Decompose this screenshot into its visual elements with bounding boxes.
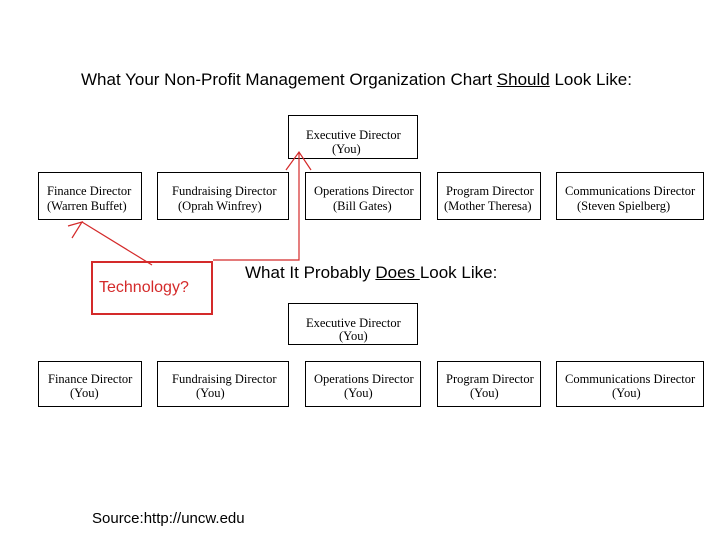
arrow-to-finance-head <box>68 222 82 238</box>
heading-should-prefix: What Your Non-Profit Management Organization Chart <box>81 70 497 89</box>
does-finance-title: Finance Director <box>48 372 133 386</box>
heading-does-suffix: Look Like: <box>419 263 498 282</box>
does-executive-box <box>288 303 418 345</box>
should-communications-person: (Steven Spielberg) <box>577 199 671 213</box>
heading-does-emphasis: Does <box>375 263 420 282</box>
does-finance-person: (You) <box>70 386 99 400</box>
should-finance-title: Finance Director <box>47 184 132 198</box>
should-program-title: Program Director <box>446 184 534 198</box>
should-executive-title: Executive Director <box>306 128 401 142</box>
does-communications-person: (You) <box>612 386 641 400</box>
should-fundraising-title: Fundraising Director <box>172 184 277 198</box>
does-program-person: (You) <box>470 386 499 400</box>
heading-does-prefix: What It Probably <box>245 263 376 282</box>
heading-does <box>245 263 497 283</box>
does-executive-person: (You) <box>339 329 368 343</box>
should-program-person: (Mother Theresa) <box>444 199 532 213</box>
should-executive-person: (You) <box>332 142 361 156</box>
heading-should-suffix: Look Like: <box>549 70 632 89</box>
does-fundraising-person: (You) <box>196 386 225 400</box>
technology-note: Technology? <box>91 261 213 315</box>
does-fundraising-title: Fundraising Director <box>172 372 277 386</box>
does-operations-box <box>305 361 421 407</box>
does-fundraising-box <box>157 361 289 407</box>
arrow-to-executive <box>213 152 299 260</box>
does-operations-person: (You) <box>344 386 373 400</box>
does-executive-title: Executive Director <box>306 316 401 330</box>
does-program-title: Program Director <box>446 372 534 386</box>
does-operations-title: Operations Director <box>314 372 414 386</box>
should-fundraising-person: (Oprah Winfrey) <box>178 199 262 213</box>
should-operations-title: Operations Director <box>314 184 414 198</box>
does-communications-box <box>556 361 704 407</box>
does-communications-title: Communications Director <box>565 372 696 386</box>
source-citation: Source:http://uncw.edu <box>92 510 245 527</box>
should-operations-person: (Bill Gates) <box>333 199 392 213</box>
does-program-box <box>437 361 541 407</box>
should-finance-person: (Warren Buffet) <box>47 199 127 213</box>
should-communications-title: Communications Director <box>565 184 696 198</box>
heading-should-emphasis: Should <box>496 70 550 89</box>
arrow-to-finance <box>82 222 152 265</box>
does-finance-box <box>38 361 142 407</box>
